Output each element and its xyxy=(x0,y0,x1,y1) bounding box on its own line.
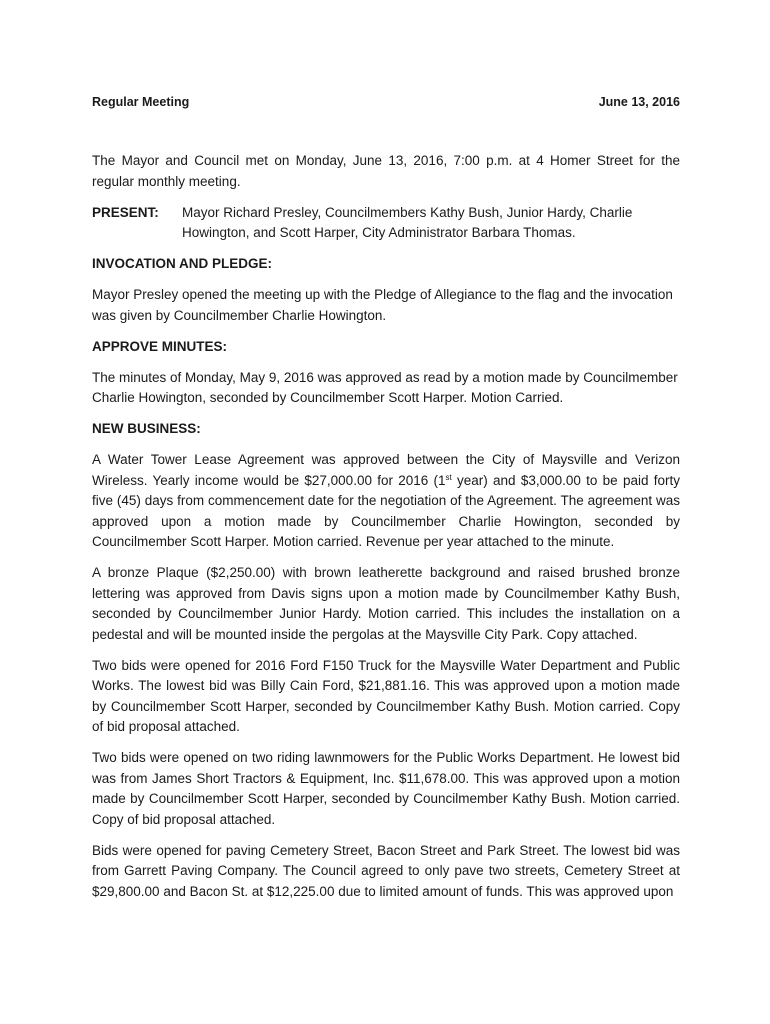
water-tower-text-1: A Water Tower Lease Agreement was approved between the City of Maysville and Verizon Wireless. Yearly income would be $27,000.00 for 2016 (1 xyxy=(92,452,680,488)
plaque-paragraph: A bronze Plaque ($2,250.00) with brown leatherette background and raised brushed bronze lettering was approved from Davis signs upon a motion made by Councilmember Kathy Bush, seconded by Councilmember Junior Hardy. Motion carried. This includes the installation on a pedestal and will be mounted inside the pergolas at the Maysville City Park. Copy attached. xyxy=(92,565,680,642)
invocation-heading: INVOCATION AND PLEDGE: xyxy=(92,256,273,271)
minutes-heading: APPROVE MINUTES: xyxy=(92,338,228,354)
present-section xyxy=(92,203,680,244)
water-tower-text-2: year) and $3,000.00 to be paid forty five (45) days from commencement date for the negotiation of the Agreement. The agreement was approved upon a motion made by Councilmember Charlie Howington, seconded by Councilmember Scott Harper. Motion carried. Revenue per year attached to the minute. xyxy=(92,472,680,549)
new-business-heading: NEW BUSINESS: xyxy=(92,421,201,436)
truck-bid-paragraph: Two bids were opened for 2016 Ford F150 Truck for the Maysville Water Department and Public Works. The lowest bid was Billy Cain Ford, $21,881.16. This was approved upon a motion made by Councilmember Scott Harper, seconded by Councilmember Kathy Bush. Motion carried. Copy of bid proposal attached. xyxy=(92,657,680,734)
minutes-paragraph: The minutes of Monday, May 9, 2016 was approved as read by a motion made by Councilmember Charlie Howington, seconded by Councilmember Scott Harper. Motion Carried. xyxy=(92,369,678,405)
document-header xyxy=(92,95,680,111)
present-label: PRESENT: xyxy=(92,204,159,220)
lawnmower-bid-paragraph: Two bids were opened on two riding lawnmowers for the Public Works Department. He lowest bid was from James Short Tractors & Equipment, Inc. $11,678.00. This was approved upon a motion made by Councilmember Scott Harper, seconded by Councilmember Kathy Bush. Motion carried. Copy of bid proposal attached. xyxy=(92,750,680,827)
meeting-date: June 13, 2016 xyxy=(598,95,680,109)
ordinal-superscript: st xyxy=(445,472,452,482)
intro-paragraph: The Mayor and Council met on Monday, June 13, 2016, 7:00 p.m. at 4 Homer Street for the regular monthly meeting. xyxy=(92,153,680,189)
meeting-title: Regular Meeting xyxy=(92,95,190,109)
present-text: Mayor Richard Presley, Councilmembers Kathy Bush, Junior Hardy, Charlie Howington, and Scott Harper, City Administrator Barbara Thomas. xyxy=(182,204,633,240)
paving-bid-paragraph: Bids were opened for paving Cemetery Street, Bacon Street and Park Street. The lowest bid was from Garrett Paving Company. The Council agreed to only pave two streets, Cemetery Street at $29,800.00 and Bacon St. at $12,225.00 due to limited amount of funds. This was approved upon xyxy=(92,842,680,899)
water-tower-paragraph xyxy=(92,450,680,553)
document-body xyxy=(92,151,680,913)
invocation-paragraph: Mayor Presley opened the meeting up with the Pledge of Allegiance to the flag and the invocation was given by Councilmember Charlie Howington. xyxy=(92,287,673,323)
